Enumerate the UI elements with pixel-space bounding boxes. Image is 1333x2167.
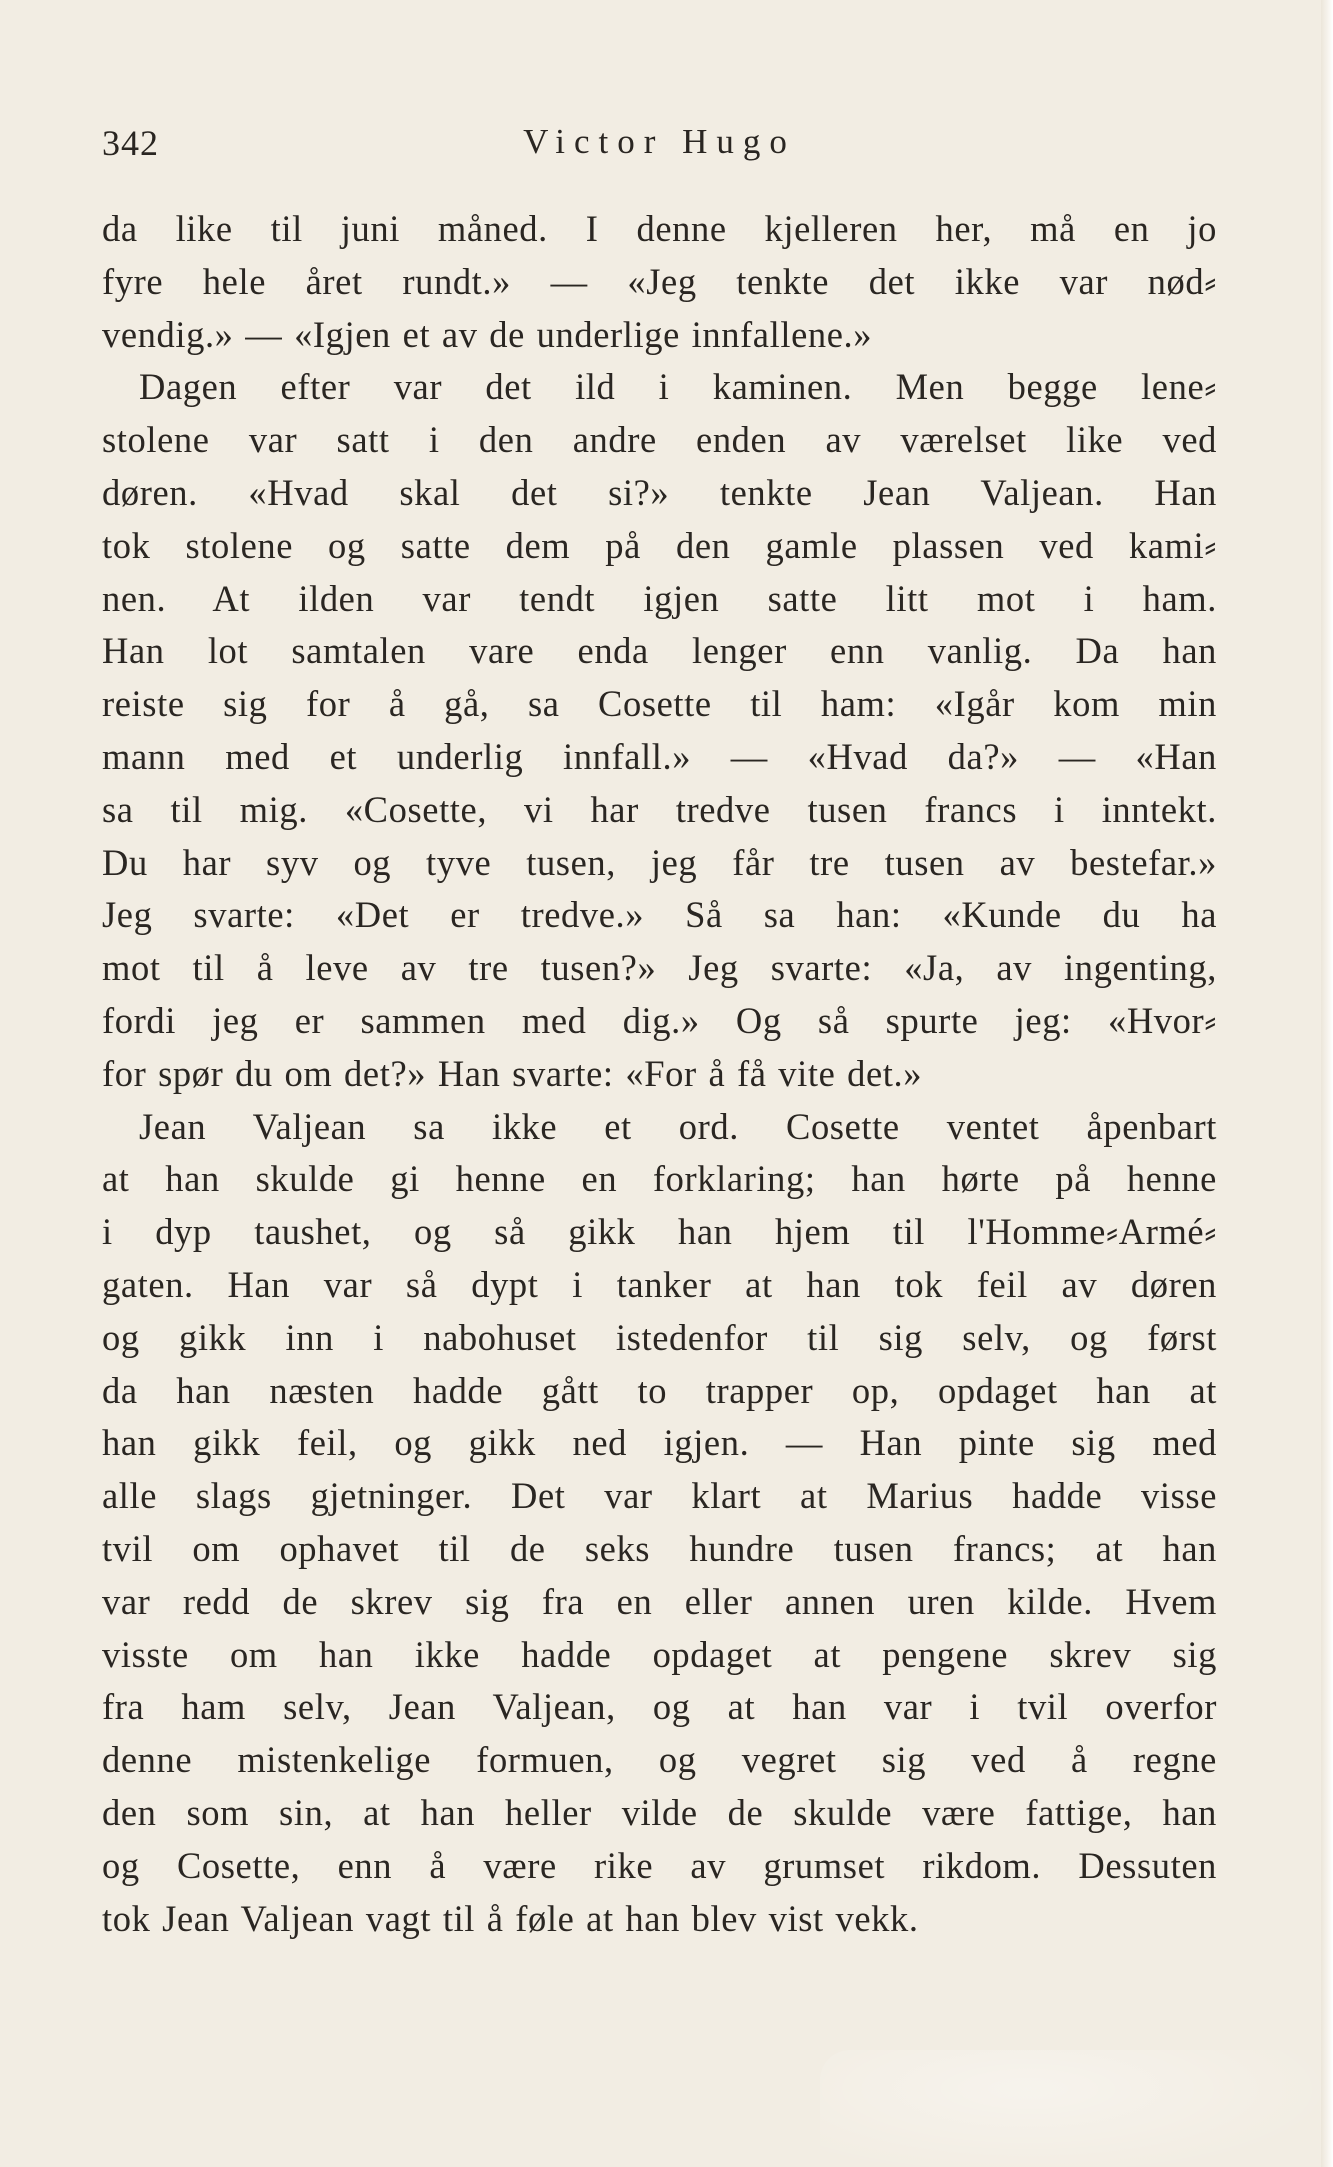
text-line: Du har syv og tyve tusen, jeg får tre tusen av bestefar.» [102,841,1217,883]
text-line: Dagen efter var det ild i kaminen. Men begge lene⸗ [139,366,1217,408]
text-line: reiste sig for å gå, sa Cosette til ham: «Igår kom min [102,683,1217,725]
text-line: han gikk feil, og gikk ned igjen. — Han pinte sig med [102,1422,1217,1464]
text-line: i dyp taushet, og så gikk han hjem til l'Homme⸗Armé⸗ [102,1211,1217,1253]
text-line: mann med et underlig innfall.» — «Hvad da?» — «Han [102,735,1217,777]
text-line: Jean Valjean sa ikke et ord. Cosette ventet åpenbart [139,1105,1217,1147]
text-line: sa til mig. «Cosette, vi har tredve tusen francs i inntekt. [102,788,1217,830]
body-text [102,203,1217,1945]
text-line: var redd de skrev sig fra en eller annen uren kilde. Hvem [102,1580,1217,1622]
text-line: gaten. Han var så dypt i tanker at han tok feil av døren [102,1263,1217,1305]
paper-stain [820,2050,1333,2167]
text-line: tok Jean Valjean vagt til å føle at han blev vist vekk. [102,1897,919,1939]
page-edge [1321,0,1333,2167]
text-line: døren. «Hvad skal det si?» tenkte Jean Valjean. Han [102,471,1217,513]
text-line: den som sin, at han heller vilde de skulde være fattige, han [102,1791,1217,1833]
text-line: Han lot samtalen vare enda lenger enn vanlig. Da han [102,630,1217,672]
running-title: Victor Hugo [523,122,796,161]
text-line: fordi jeg er sammen med dig.» Og så spurte jeg: «Hvor⸗ [102,999,1217,1041]
text-line: Jeg svarte: «Det er tredve.» Så sa han: «Kunde du ha [102,894,1217,936]
text-line: da like til juni måned. I denne kjelleren her, må en jo [102,208,1217,249]
text-line: denne mistenkelige formuen, og vegret sig ved å regne [102,1739,1217,1781]
text-line: tok stolene og satte dem på den gamle plassen ved kami⸗ [102,524,1217,566]
text-line: alle slags gjetninger. Det var klart at Marius hadde visse [102,1475,1217,1517]
page-number: 342 [102,123,159,163]
text-line: tvil om ophavet til de seks hundre tusen francs; at han [102,1527,1217,1569]
text-line: at han skulde gi henne en forklaring; han hørte på henne [102,1158,1217,1200]
text-line: fra ham selv, Jean Valjean, og at han var i tvil overfor [102,1686,1217,1728]
page-header [102,122,1217,178]
text-line: fyre hele året rundt.» — «Jeg tenkte det ikke var nød⸗ [102,260,1217,302]
text-line: da han næsten hadde gått to trapper op, opdaget han at [102,1369,1217,1411]
text-line: visste om han ikke hadde opdaget at pengene skrev sig [102,1633,1217,1675]
text-line: nen. At ilden var tendt igjen satte litt mot i ham. [102,577,1217,619]
text-line: og Cosette, enn å være rike av grumset rikdom. Dessuten [102,1844,1217,1886]
text-line: mot til å leve av tre tusen?» Jeg svarte: «Ja, av ingenting, [102,947,1217,989]
text-line: for spør du om det?» Han svarte: «For å få vite det.» [102,1052,923,1094]
text-line: stolene var satt i den andre enden av værelset like ved [102,419,1217,461]
text-line: vendig.» — «Igjen et av de underlige innfallene.» [102,313,873,355]
text-line: og gikk inn i nabohuset istedenfor til sig selv, og først [102,1316,1217,1358]
